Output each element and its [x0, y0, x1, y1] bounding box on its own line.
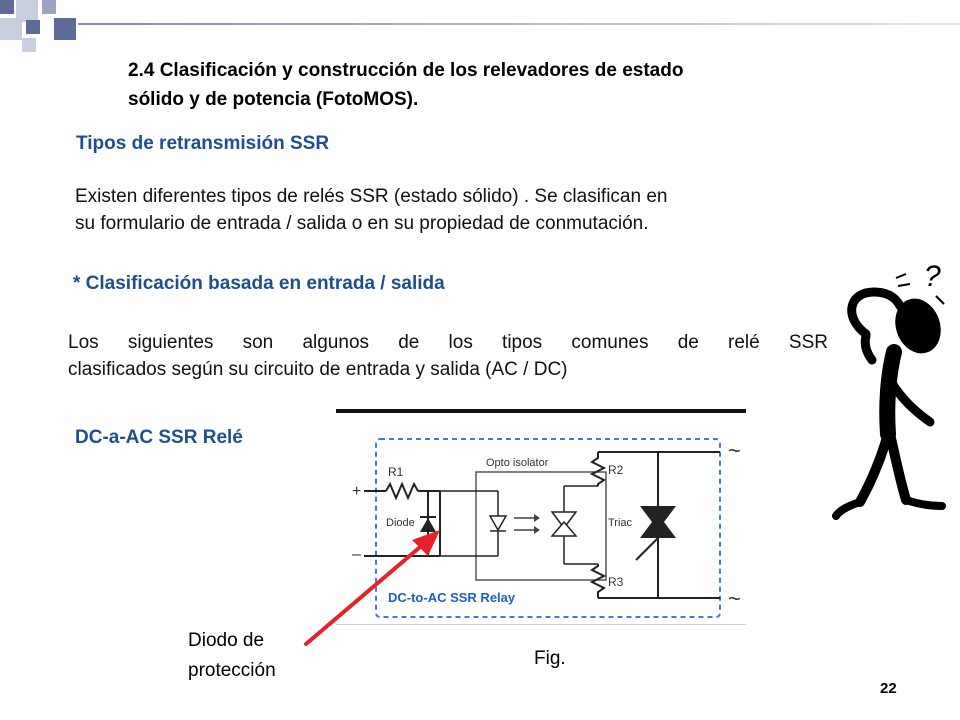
light-arrow-head: [534, 526, 540, 534]
heading-dc-ac: DC-a-AC SSR Relé: [75, 427, 243, 448]
input-plus-label: +: [352, 483, 362, 500]
r3-label: R3: [608, 575, 624, 589]
paragraph-intro-line2: su formulario de entrada / salida o en su propiedad de conmutación.: [75, 213, 649, 234]
figure-label: Fig.: [534, 648, 566, 669]
r2-label: R2: [608, 463, 624, 477]
diode-annotation: [188, 626, 276, 686]
r1-label: R1: [388, 465, 404, 479]
paragraph-tipos-comunes: [68, 329, 828, 383]
opto-led: [490, 516, 506, 530]
deco-square: [26, 20, 40, 34]
paragraph-tipos-line2: clasificados según su circuito de entrada y salida (AC / DC): [68, 359, 568, 380]
diode-label: Diode: [386, 517, 415, 529]
paragraph-tipos-line1: Los siguientes son algunos de los tipos comunes de relé SSR: [68, 332, 828, 353]
deco-square: [42, 0, 56, 14]
paragraph-intro-line1: Existen diferentes tipos de relés SSR (estado sólido) . Se clasifican en: [75, 186, 668, 207]
deco-square: [54, 18, 76, 40]
ac-top-label: ~: [728, 438, 741, 463]
triac-gate: [636, 538, 658, 560]
slide-title-line1: 2.4 Clasificación y construcción de los relevadores de estado: [128, 60, 684, 81]
heading-tipos: Tipos de retransmisión SSR: [76, 133, 330, 154]
heading-clasificacion: * Clasificación basada en entrada / salida: [73, 273, 445, 294]
confused-stick-figure-icon: [826, 256, 956, 526]
relay-box-label: DC-to-AC SSR Relay: [388, 590, 516, 605]
input-minus-label: –: [352, 546, 361, 563]
resistor-r2: [592, 452, 604, 486]
figure-top-rule: [336, 409, 746, 413]
photo-triac: [552, 522, 576, 536]
triac-label: Triac: [608, 517, 633, 529]
deco-square: [0, 18, 22, 40]
svg-text:?: ?: [924, 260, 941, 293]
diode-annotation-line2: protección: [188, 660, 276, 681]
diode-annotation-line1: Diodo de: [188, 630, 265, 651]
opto-isolator-label: Opto isolator: [486, 457, 549, 469]
page-number: 22: [880, 680, 897, 697]
slide-title: [128, 56, 848, 114]
header-rule: [78, 23, 960, 25]
ac-bottom-label: ~: [728, 586, 741, 611]
deco-square: [22, 38, 36, 52]
light-arrow-head: [534, 514, 540, 522]
deco-square: [0, 0, 14, 14]
slide-title-line2: sólido y de potencia (FotoMOS).: [128, 89, 419, 110]
paragraph-intro: [75, 183, 825, 237]
resistor-r1: [386, 484, 418, 498]
resistor-r3: [592, 564, 604, 598]
red-arrow-icon: [300, 520, 450, 650]
main-triac: [640, 514, 676, 538]
